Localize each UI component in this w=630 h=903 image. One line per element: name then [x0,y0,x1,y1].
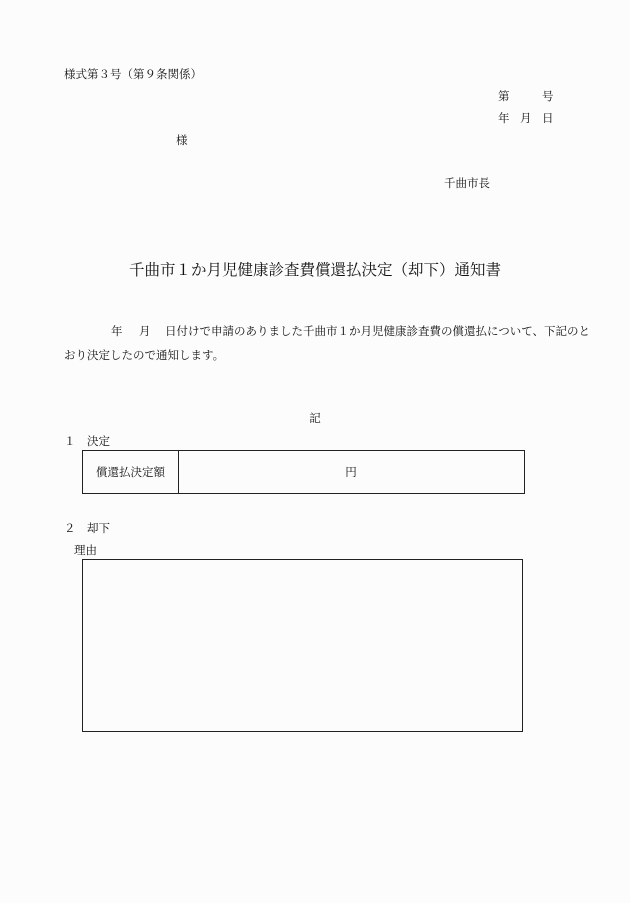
date-year: 年 [498,111,510,125]
form-id: 様式第３号（第９条関係） [64,67,202,81]
issuer: 千曲市長 [444,176,490,190]
reason-box [82,559,523,732]
number-suffix: 号 [542,89,554,103]
body-line-2: おり決定したので通知します。 [64,348,225,362]
date-day: 日 [542,111,554,125]
decision-amount-cell [178,451,524,493]
reason-label: 理由 [74,543,97,557]
decision-amount-unit: 円 [345,465,357,479]
body-line-1: 日付けで申請のありました千曲市１か月児健康診査費の償還払について、下記のと [165,324,591,338]
body-month: 月 [139,324,151,338]
date-month: 月 [520,111,532,125]
ki-heading: 記 [309,411,321,425]
decision-amount-label: 償還払決定額 [96,465,165,479]
section-1-heading: １ 決定 [64,434,110,448]
number-prefix: 第 [498,89,510,103]
section-2-heading: ２ 却下 [64,521,110,535]
body-year: 年 [111,324,123,338]
decision-table-label-cell [83,451,179,493]
recipient-suffix: 様 [176,133,188,147]
decision-table [82,450,525,494]
page-title: 千曲市１か月児健康診査費償還払決定（却下）通知書 [128,261,501,279]
